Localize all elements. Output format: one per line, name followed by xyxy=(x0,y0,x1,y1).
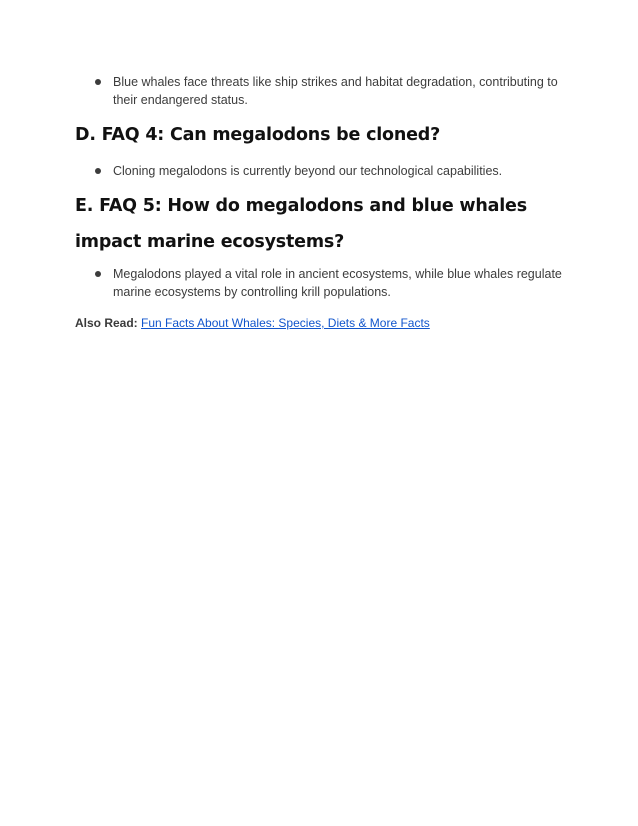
also-read-line xyxy=(75,315,430,331)
also-read-label: Also Read: xyxy=(75,316,138,330)
bullet-icon xyxy=(95,168,101,174)
bullet-text: Megalodons played a vital role in ancient ecosystems, while blue whales regulate marine ecosystems by controlling krill populations. xyxy=(113,267,562,299)
list-item xyxy=(95,162,575,180)
section-d-bullet-list xyxy=(95,162,575,180)
faq-5-heading: E. FAQ 5: How do megalodons and blue whales impact marine ecosystems? xyxy=(75,196,527,252)
also-read-link[interactable]: Fun Facts About Whales: Species, Diets & More Facts xyxy=(141,316,430,330)
list-item xyxy=(95,265,575,301)
list-item xyxy=(95,73,575,109)
bullet-text: Cloning megalodons is currently beyond our technological capabilities. xyxy=(113,164,503,178)
bullet-text: Blue whales face threats like ship strikes and habitat degradation, contributing to their endangered status. xyxy=(113,75,558,107)
section-e-bullet-list xyxy=(95,265,575,301)
bullet-icon xyxy=(95,79,101,85)
section-c-bullet-list xyxy=(95,73,575,109)
faq-4-heading: D. FAQ 4: Can megalodons be cloned? xyxy=(75,125,441,145)
bullet-icon xyxy=(95,271,101,277)
